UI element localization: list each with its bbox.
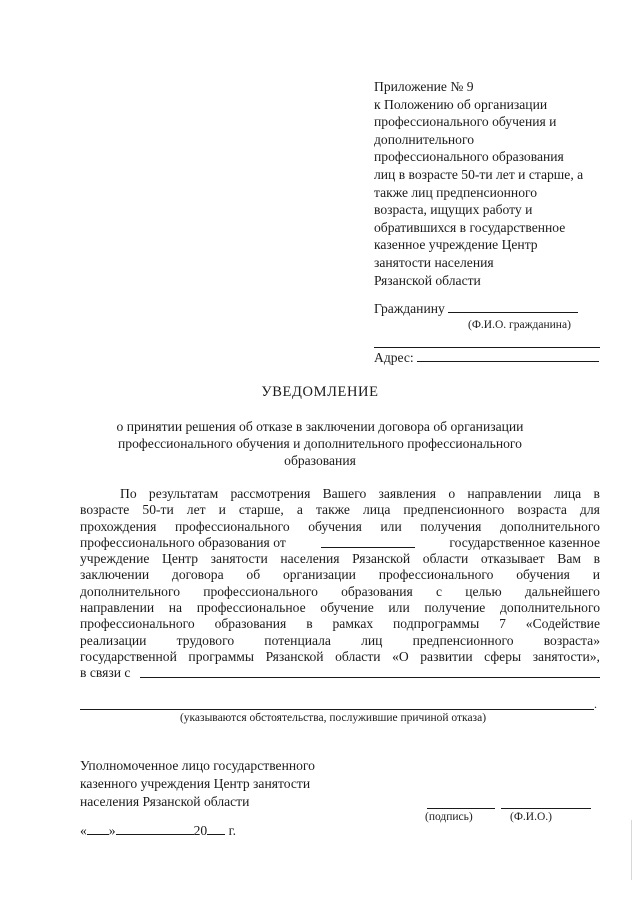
body-word: целью (465, 583, 502, 599)
body-word: профессионального (378, 567, 494, 583)
address-blank[interactable] (417, 349, 599, 362)
body-word: на (168, 600, 183, 616)
citizen-name-blank[interactable] (448, 300, 578, 313)
month-blank[interactable] (116, 822, 194, 835)
subtitle-line: образования (284, 453, 356, 468)
body-word: программы (188, 648, 255, 664)
body-word: с (435, 583, 443, 599)
body-word: профессионального (80, 616, 195, 632)
body-word: также (315, 502, 350, 518)
year-suffix: г. (228, 823, 237, 838)
official-name-caption: (Ф.И.О.) (510, 811, 552, 823)
body-word: потенциала (264, 632, 331, 648)
body-text-segment: государственное казенное (449, 534, 600, 550)
body-word: дополнительного (499, 518, 600, 534)
body-word: заключении (80, 567, 150, 583)
body-line (80, 600, 600, 616)
body-word: государственной (80, 648, 177, 664)
body-word: «Содействие (525, 616, 600, 632)
body-word: По (120, 486, 137, 501)
body-word: или (380, 518, 402, 534)
body-line-reason (80, 665, 600, 681)
body-word: дополнительного (499, 600, 600, 616)
body-word: организации (282, 567, 356, 583)
address-field (374, 349, 599, 366)
body-word: Центр (162, 551, 199, 567)
body-word: предпенсионного (412, 632, 514, 648)
body-line (80, 519, 600, 535)
body-word: обучение (320, 600, 374, 616)
body-line (80, 486, 600, 502)
body-word: Вам (557, 551, 581, 567)
reason-end-mark: . (594, 697, 597, 711)
scan-edge-mark (631, 820, 632, 880)
body-word: подпрограммы (393, 616, 480, 632)
body-word: образования (214, 616, 287, 632)
body-word: лица (553, 486, 582, 501)
extra-name-blank[interactable] (374, 347, 600, 348)
body-word: профессиональное (196, 600, 306, 616)
body-word: профессионального (203, 583, 318, 599)
body-word: рассмотрения (230, 486, 311, 501)
body-word: возраста» (543, 632, 600, 648)
appendix-line: казенное учреждение Центр (374, 237, 538, 253)
year-blank[interactable] (207, 822, 225, 835)
body-word: образования (341, 583, 413, 599)
body-word: занятости (210, 551, 268, 567)
document-subtitle (100, 418, 540, 469)
body-word: для (579, 502, 600, 518)
body-word: договора (171, 567, 224, 583)
body-word: о (448, 486, 456, 501)
appendix-line: дополнительного (374, 131, 475, 147)
appendix-line: профессионального образования (374, 149, 564, 165)
body-word: Рязанской (265, 648, 324, 664)
body-word: трудового (176, 632, 235, 648)
body-word: получения (420, 518, 482, 534)
body-text-segment: профессионального образования от (80, 534, 286, 550)
signature-caption: (подпись) (425, 811, 473, 823)
appendix-line: обратившихся в государственное (374, 219, 566, 235)
body-line (80, 649, 600, 665)
body-text-segment: в связи с (80, 665, 131, 681)
body-word: и (218, 502, 226, 518)
appendix-line: Рязанской области (374, 272, 481, 288)
signature-blank[interactable] (427, 808, 495, 809)
body-word: «О (392, 648, 409, 664)
reason-caption: (указываются обстоятельства, послужившие причиной отказа) (179, 712, 487, 724)
appendix-line: к Положению об организации (374, 96, 548, 112)
body-word: прохождения (80, 518, 157, 534)
appendix-line: возраста, ищущих работу и (374, 202, 533, 218)
body-word: реализации (80, 632, 147, 648)
body-word: об (246, 567, 261, 583)
reason-blank-continued[interactable] (80, 709, 594, 710)
body-word: а (296, 502, 303, 518)
appendix-line: Приложение № 9 (374, 79, 474, 94)
body-line (80, 567, 600, 583)
body-word: или (388, 600, 410, 616)
date-close-quote: » (108, 823, 116, 838)
appendix-header (374, 78, 614, 289)
body-word: старше, (238, 502, 284, 518)
body-line-with-date (80, 535, 600, 551)
day-blank[interactable] (87, 822, 109, 835)
official-line: Уполномоченное лицо государственного (80, 758, 315, 773)
body-line (80, 502, 600, 518)
body-word: и (592, 567, 600, 583)
official-line: казенного учреждения Центр занятости (80, 776, 311, 791)
body-word: в (593, 551, 600, 567)
citizen-label: Гражданину (374, 301, 445, 316)
body-word: отказывает (480, 551, 545, 567)
body-line (80, 551, 600, 567)
body-word: профессионального (174, 518, 290, 534)
body-word: 7 (499, 616, 506, 632)
year-prefix: 20 (193, 823, 208, 838)
body-word: учреждение (80, 551, 150, 567)
body-word: области (422, 551, 469, 567)
body-word: Рязанской (352, 551, 411, 567)
appendix-line: занятости населения (374, 254, 494, 270)
body-word: населения (280, 551, 340, 567)
body-word: лиц (361, 632, 383, 648)
date-field (80, 822, 236, 839)
appendix-line: лиц в возрасте 50-ти лет и старше, а (374, 166, 584, 182)
body-word: результатам (148, 486, 219, 501)
subtitle-line: профессионального обучения и дополнительного профессионального (118, 436, 522, 451)
application-date-blank[interactable] (321, 535, 415, 548)
official-name-blank[interactable] (501, 808, 591, 809)
body-word: обучения (516, 567, 570, 583)
body-word: области (335, 648, 381, 664)
reason-blank[interactable] (140, 665, 600, 678)
official-line: населения Рязанской области (80, 794, 250, 809)
body-word: направлении (80, 600, 155, 616)
body-word: обучения (308, 518, 362, 534)
citizen-caption: (Ф.И.О. гражданина) (468, 319, 571, 331)
body-word: Вашего (322, 486, 367, 501)
body-word: предпенсионного (403, 502, 505, 518)
body-word: возраста (517, 502, 567, 518)
appendix-line: также лиц предпенсионного (374, 184, 538, 200)
body-word: заявления (378, 486, 437, 501)
body-word: 50-ти (142, 502, 174, 518)
body-word: дальнейшего (524, 583, 600, 599)
body-line (80, 584, 600, 600)
citizen-field (374, 300, 578, 317)
body-word: в (306, 616, 313, 632)
document-title: УВЕДОМЛЕНИЕ (261, 384, 379, 400)
body-word: рамках (332, 616, 374, 632)
body-word: лет (186, 502, 206, 518)
body-word: дополнительного (80, 583, 181, 599)
body-word: лица (362, 502, 391, 518)
body-line (80, 616, 600, 632)
body-line (80, 633, 600, 649)
body-word: занятости», (532, 648, 600, 664)
address-label: Адрес: (374, 350, 414, 365)
subtitle-line: о принятии решения об отказе в заключении договора об организации (116, 419, 524, 434)
body-word: получение (424, 600, 486, 616)
body-word: сферы (484, 648, 522, 664)
date-open-quote: « (80, 823, 87, 838)
authorized-official (80, 757, 315, 811)
body-word: развитии (420, 648, 473, 664)
body-word: в (593, 486, 600, 501)
body-word: направлении (467, 486, 542, 501)
body-word: возрасте (80, 502, 130, 518)
notice-body (80, 486, 600, 682)
appendix-line: профессионального обучения и (374, 114, 557, 130)
